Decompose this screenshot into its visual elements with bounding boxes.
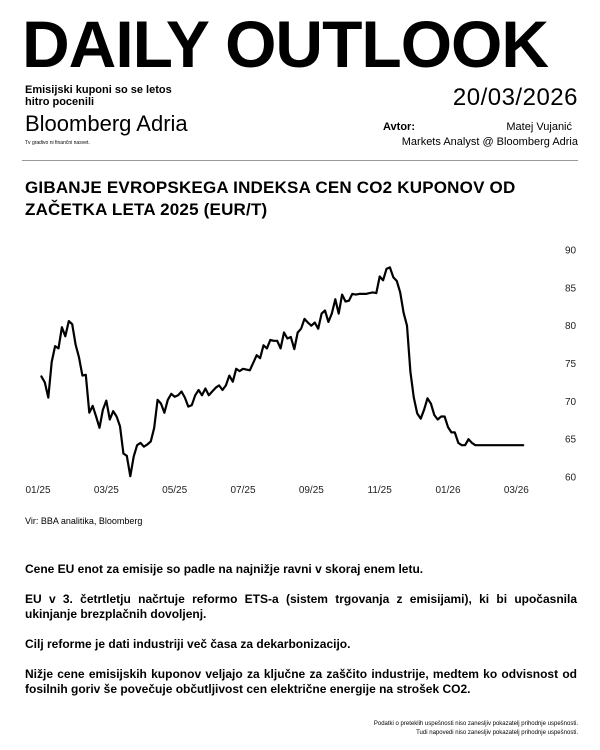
y-tick-label: 60 <box>565 472 577 484</box>
author-name: Matej Vujanić <box>506 121 572 133</box>
chart-title: GIBANJE EVROPSKEGA INDEKSA CEN CO2 KUPONOV OD ZAČETKA LETA 2025 (EUR/T) <box>25 178 516 219</box>
commentary-paragraph: Cene EU enot za emisije so padle na najnižje ravni v skoraj enem letu. <box>25 562 424 576</box>
disclaimer <box>374 720 578 738</box>
x-tick-label: 07/25 <box>230 485 256 496</box>
commentary-paragraph: Cilj reforme je dati industriji več časa za dekarbonizacijo. <box>25 637 351 651</box>
x-tick-label: 03/25 <box>93 485 119 496</box>
y-tick-label: 70 <box>565 396 577 408</box>
author-label: Avtor: <box>383 121 415 133</box>
header-divider <box>22 160 578 161</box>
series-line <box>41 267 523 476</box>
y-tick-label: 75 <box>565 359 577 370</box>
y-tick-label: 65 <box>565 434 577 446</box>
y-tick-label: 90 <box>565 245 577 257</box>
x-tick-label: 03/26 <box>503 485 529 496</box>
x-tick-label: 11/25 <box>367 485 392 496</box>
commentary-paragraph: Nižje cene emisijskih kuponov veljajo za ključne za zaščito industrije, medtem ko odvisnost od fosilnih goriv še povečuje občutljivost cen električne energije na strošek CO2. <box>25 667 577 696</box>
x-tick-label: 01/26 <box>435 485 461 496</box>
y-tick-label: 85 <box>565 283 577 295</box>
price-chart <box>0 236 600 506</box>
report-title: DAILY OUTLOOK <box>22 7 549 81</box>
report-subtitle: Emisijski kuponi so se letos hitro pocenili <box>25 84 172 108</box>
brand-tagline: Tv gradivo ni finančni nasvet. <box>25 140 90 146</box>
y-tick-label: 80 <box>565 321 577 333</box>
chart-source: Vir: BBA analitika, Bloomberg <box>25 516 143 526</box>
x-tick-label: 01/25 <box>25 485 51 496</box>
brand-logo: Bloomberg Adria <box>25 111 188 136</box>
commentary <box>25 562 577 712</box>
report-date: 20/03/2026 <box>452 84 578 111</box>
commentary-paragraph: EU v 3. četrtletju načrtuje reformo ETS-a (sistem trgovanja z emisijami), ki bi upočasnila ukinjanje brezplačnih dovoljenj. <box>25 592 577 621</box>
disclaimer-line: Podatki o preteklih uspešnosti niso zanesljiv pokazatelj prihodnje uspešnosti. <box>373 721 578 727</box>
x-tick-label: 05/25 <box>162 485 188 496</box>
author-role: Markets Analyst @ Bloomberg Adria <box>401 136 578 148</box>
disclaimer-line: Tudi napovedi niso zanesljiv pokazatelj prihodnje uspešnosti. <box>416 730 578 736</box>
x-tick-label: 09/25 <box>298 485 324 496</box>
